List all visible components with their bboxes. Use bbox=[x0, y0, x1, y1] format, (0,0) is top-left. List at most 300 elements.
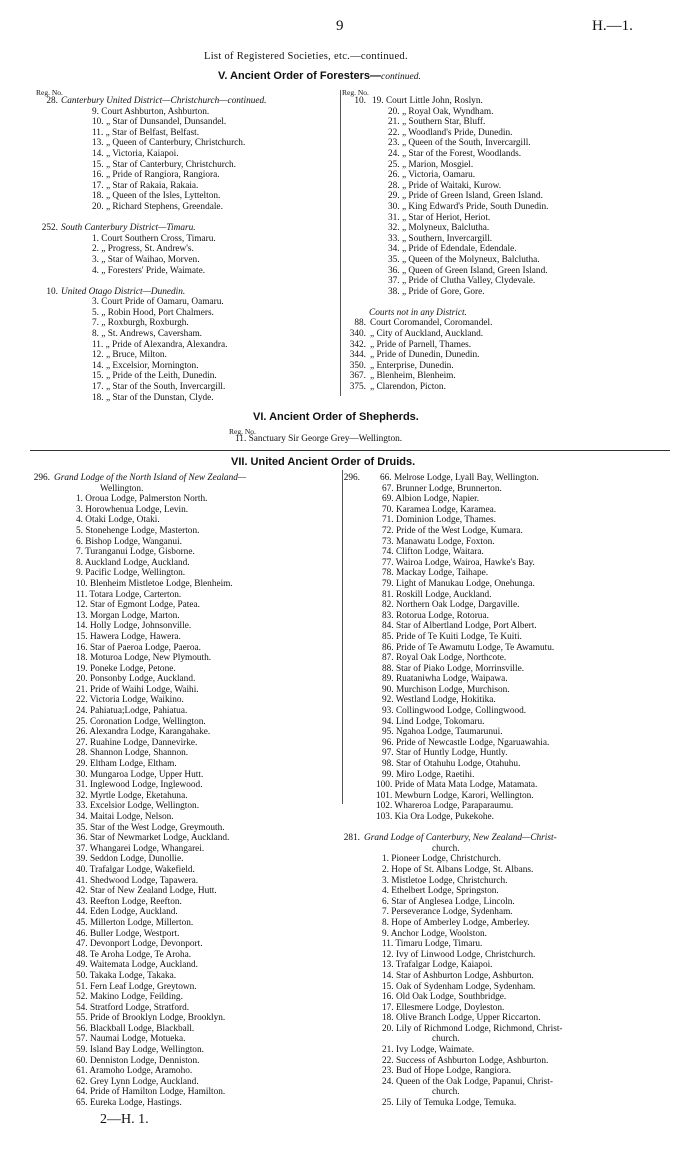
section-v-left-column bbox=[36, 96, 336, 403]
entry-text: 26. Alexandra Lodge, Karangahake. bbox=[76, 727, 211, 738]
entry-text: 33. „ Southern, Invercargill. bbox=[388, 233, 493, 244]
list-row bbox=[336, 854, 670, 865]
entry-text: 14. Star of Ashburton Lodge, Ashburton. bbox=[382, 970, 534, 981]
entry-text: 22. Success of Ashburton Lodge, Ashburton. bbox=[382, 1055, 549, 1066]
list-row bbox=[30, 854, 340, 865]
entry-text: Court Coromandel, Coromandel. bbox=[370, 318, 493, 329]
entry-text: 34. „ Pride of Edendale, Edendale. bbox=[388, 244, 517, 255]
list-row bbox=[36, 223, 336, 234]
list-row bbox=[342, 340, 672, 351]
entry-text: 99. Miro Lodge, Raetihi. bbox=[382, 769, 475, 780]
entry-text: 26. „ Victoria, Oamaru. bbox=[388, 170, 476, 181]
list-row bbox=[30, 801, 340, 812]
list-row bbox=[36, 318, 336, 329]
list-row bbox=[336, 727, 670, 738]
entry-text: 29. „ Pride of Green Island, Green Island. bbox=[388, 191, 543, 202]
entry-text: 60. Denniston Lodge, Denniston. bbox=[76, 1055, 200, 1066]
list-row bbox=[30, 1056, 340, 1067]
entry-text: 85. Pride of Te Kuiti Lodge, Te Kuiti. bbox=[382, 631, 522, 642]
entry-text: 96. Pride of Newcastle Lodge, Ngaruawahia. bbox=[382, 737, 550, 748]
entry-text: Grand Lodge of the North Island of New Zealand— bbox=[54, 473, 247, 483]
entry-text: 7. „ Roxburgh, Roxburgh. bbox=[92, 318, 189, 329]
list-row bbox=[30, 960, 340, 971]
list-row bbox=[336, 929, 670, 940]
reg-number: 342. bbox=[349, 339, 366, 350]
entry-text: 82. Northern Oak Lodge, Dargaville. bbox=[382, 600, 520, 611]
list-row bbox=[336, 568, 670, 579]
entry-text: 11. „ Pride of Alexandra, Alexandra. bbox=[92, 339, 228, 350]
entry-text: 29. Eltham Lodge, Eltham. bbox=[76, 759, 177, 770]
list-row bbox=[36, 266, 336, 277]
list-row bbox=[336, 505, 670, 516]
list-row bbox=[342, 276, 672, 287]
list-row bbox=[30, 929, 340, 940]
entry-text: 93. Collingwood Lodge, Collingwood. bbox=[382, 706, 527, 717]
entry-text: 31. Inglewood Lodge, Inglewood. bbox=[76, 780, 203, 791]
section-vii-left-column bbox=[30, 473, 340, 1109]
list-row bbox=[30, 727, 340, 738]
list-row bbox=[336, 685, 670, 696]
entry-text: 3. Court Pride of Oamaru, Oamaru. bbox=[92, 297, 224, 308]
list-row bbox=[36, 117, 336, 128]
list-row bbox=[30, 1077, 340, 1088]
list-row bbox=[30, 579, 340, 590]
list-row bbox=[36, 160, 336, 171]
entry-text: 4. Otaki Lodge, Otaki. bbox=[76, 515, 160, 526]
entry-text: 21. Pride of Waihi Lodge, Waihi. bbox=[76, 684, 199, 695]
list-row bbox=[336, 791, 670, 802]
list-row bbox=[342, 361, 672, 372]
list-row bbox=[36, 128, 336, 139]
list-row bbox=[342, 138, 672, 149]
list-row bbox=[336, 801, 670, 812]
entry-text: 87. Royal Oak Lodge, Northcote. bbox=[382, 653, 507, 664]
entry-text: 31. „ Star of Heriot, Heriot. bbox=[388, 212, 491, 223]
reg-number: 28. bbox=[46, 96, 58, 106]
entry-text: 51. Fern Leaf Lodge, Greytown. bbox=[76, 981, 197, 992]
entry-text: 44. Eden Lodge, Auckland. bbox=[76, 907, 178, 918]
entry-text: 69. Albion Lodge, Napier. bbox=[382, 494, 480, 505]
entry-text: 27. Ruahine Lodge, Dannevirke. bbox=[76, 737, 198, 748]
entry-text: 12. Ivy of Linwood Lodge, Christchurch. bbox=[382, 949, 536, 960]
entry-text: 8. Auckland Lodge, Auckland. bbox=[76, 557, 190, 568]
list-row bbox=[36, 329, 336, 340]
entry-text: 83. Rotorua Lodge, Rotorua. bbox=[382, 610, 489, 621]
entry-text: 1. Court Southern Cross, Timaru. bbox=[92, 233, 216, 244]
list-row bbox=[342, 149, 672, 160]
list-row bbox=[30, 685, 340, 696]
entry-text: 67. Brunner Lodge, Brunnerton. bbox=[382, 483, 502, 494]
list-row bbox=[30, 494, 340, 505]
list-row bbox=[30, 632, 340, 643]
page-number: 9 bbox=[336, 18, 344, 34]
entry-text: 15. Hawera Lodge, Hawera. bbox=[76, 631, 181, 642]
list-row bbox=[30, 812, 340, 823]
entry-text: 13. Morgan Lodge, Marton. bbox=[76, 610, 180, 621]
list-row bbox=[30, 621, 340, 632]
list-row bbox=[342, 255, 672, 266]
entry-text: „ Clarendon, Picton. bbox=[370, 382, 446, 393]
entry-text: 90. Murchison Lodge, Murchison. bbox=[382, 684, 510, 695]
entry-text: 50. Takaka Lodge, Takaka. bbox=[76, 970, 177, 981]
list-row bbox=[342, 350, 672, 361]
entry-text: 28. Shannon Lodge, Shannon. bbox=[76, 748, 189, 759]
list-row bbox=[36, 287, 336, 298]
entry-text: 55. Pride of Brooklyn Lodge, Brooklyn. bbox=[76, 1013, 226, 1024]
list-row bbox=[30, 770, 340, 781]
list-row bbox=[36, 149, 336, 160]
list-row bbox=[336, 865, 670, 876]
list-row bbox=[342, 266, 672, 277]
list-row bbox=[30, 473, 340, 484]
entry-text: 78. Mackay Lodge, Taihape. bbox=[382, 568, 489, 579]
list-row bbox=[30, 590, 340, 601]
list-row bbox=[30, 1024, 340, 1035]
list-row bbox=[36, 297, 336, 308]
entry-text: 12. Star of Egmont Lodge, Patea. bbox=[76, 600, 200, 611]
list-row bbox=[36, 244, 336, 255]
list-row bbox=[30, 558, 340, 569]
list-row bbox=[336, 632, 670, 643]
entry-text: 65. Eureka Lodge, Hastings. bbox=[76, 1098, 182, 1109]
entry-text: 40. Trafalgar Lodge, Wakefield. bbox=[76, 864, 195, 875]
list-row bbox=[336, 600, 670, 611]
list-row bbox=[342, 329, 672, 340]
list-row bbox=[336, 1034, 670, 1045]
entry-text: 3. Horowhenua Lodge, Levin. bbox=[76, 504, 189, 515]
entry-text: 9. Court Ashburton, Ashburton. bbox=[92, 106, 210, 117]
list-row bbox=[30, 611, 340, 622]
list-row bbox=[36, 191, 336, 202]
list-row bbox=[342, 318, 672, 329]
entry-text: 8. Hope of Amberley Lodge, Amberley. bbox=[382, 917, 530, 928]
list-row bbox=[30, 738, 340, 749]
list-row bbox=[336, 897, 670, 908]
entry-text: 2. „ Progress, St. Andrew's. bbox=[92, 244, 194, 255]
entry-text: 20. Lily of Richmond Lodge, Richmond, Christ- bbox=[382, 1023, 563, 1034]
entry-text: 22. „ Woodland's Pride, Dunedin. bbox=[388, 127, 513, 138]
list-row bbox=[36, 393, 336, 404]
blank-line bbox=[36, 213, 336, 224]
entry-text: 59. Island Bay Lodge, Wellington. bbox=[76, 1045, 204, 1056]
entry-text: 97. Star of Huntly Lodge, Huntly. bbox=[382, 748, 508, 759]
entry-text: „ Blenheim, Blenheim. bbox=[370, 371, 456, 382]
entry-text: 62. Grey Lynn Lodge, Auckland. bbox=[76, 1076, 199, 1087]
list-row bbox=[342, 382, 672, 393]
list-row bbox=[342, 170, 672, 181]
entry-text: 11. „ Star of Belfast, Belfast. bbox=[92, 127, 200, 138]
list-row bbox=[336, 706, 670, 717]
list-row bbox=[336, 886, 670, 897]
entry-text: 77. Wairoa Lodge, Wairoa, Hawke's Bay. bbox=[382, 557, 535, 568]
list-row bbox=[336, 695, 670, 706]
entry-text: 7. Perseverance Lodge, Sydenham. bbox=[382, 907, 513, 918]
entry-text: 9. Pacific Lodge, Wellington. bbox=[76, 568, 186, 579]
blank-line bbox=[336, 823, 670, 834]
reg-number: 296. bbox=[343, 473, 360, 483]
section-divider bbox=[30, 450, 670, 451]
list-row bbox=[336, 643, 670, 654]
list-row bbox=[336, 1024, 670, 1035]
list-row bbox=[30, 505, 340, 516]
entry-text: 54. Stratford Lodge, Stratford. bbox=[76, 1002, 190, 1013]
list-row bbox=[336, 611, 670, 622]
entry-text: 12. „ Bruce, Milton. bbox=[92, 350, 167, 361]
list-row bbox=[336, 918, 670, 929]
entry-text: 18. Olive Branch Lodge, Upper Riccarton. bbox=[382, 1013, 541, 1024]
list-row bbox=[36, 138, 336, 149]
list-row bbox=[342, 181, 672, 192]
reg-number: 252. bbox=[41, 223, 58, 234]
entry-text: 21. Ivy Lodge, Waimate. bbox=[382, 1045, 475, 1056]
list-row bbox=[30, 695, 340, 706]
entry-text: 17. „ Star of the South, Invercargill. bbox=[92, 382, 226, 393]
entry-text: 5. Stonehenge Lodge, Masterton. bbox=[76, 525, 200, 536]
entry-text: church. bbox=[432, 843, 460, 854]
list-row bbox=[36, 371, 336, 382]
reg-number: 296. bbox=[33, 473, 50, 483]
entry-text: 14. „ Victoria, Kaiapoi. bbox=[92, 148, 179, 159]
list-row bbox=[336, 759, 670, 770]
list-row bbox=[336, 1003, 670, 1014]
reg-number: 350. bbox=[349, 360, 366, 371]
entry-text: 103. Kia Ora Lodge, Pukekohe. bbox=[376, 812, 494, 822]
entry-text: 24. Queen of the Oak Lodge, Papanui, Christ- bbox=[382, 1076, 553, 1087]
entry-text: 25. Coronation Lodge, Wellington. bbox=[76, 716, 206, 727]
reg-number: 367. bbox=[349, 371, 366, 382]
entry-text: 20. Ponsonby Lodge, Auckland. bbox=[76, 674, 196, 685]
section-v-regno-label-right: Reg. No. bbox=[342, 88, 369, 97]
list-row bbox=[336, 484, 670, 495]
list-row bbox=[336, 674, 670, 685]
list-row bbox=[336, 950, 670, 961]
list-row bbox=[30, 484, 340, 495]
list-row bbox=[336, 844, 670, 855]
list-row bbox=[336, 960, 670, 971]
entry-text: 10. „ Star of Dunsandel, Dunsandel. bbox=[92, 117, 227, 128]
list-row bbox=[36, 181, 336, 192]
entry-text: 42. Star of New Zealand Lodge, Hutt. bbox=[76, 886, 217, 897]
entry-text: 25. „ Marion, Mosgiel. bbox=[388, 159, 474, 170]
entry-text: 15. „ Star of Canterbury, Christchurch. bbox=[92, 159, 236, 170]
entry-text: 15. Oak of Sydenham Lodge, Sydenham. bbox=[382, 981, 536, 992]
entry-text: 10. Blenheim Mistletoe Lodge, Blenheim. bbox=[76, 578, 233, 589]
list-row bbox=[336, 1077, 670, 1088]
entry-text: 43. Reefton Lodge, Reefton. bbox=[76, 896, 182, 907]
list-row bbox=[342, 202, 672, 213]
list-row bbox=[336, 717, 670, 728]
footer-signature: 2—H. 1. bbox=[100, 1112, 149, 1127]
entry-text: 49. Waitemata Lodge, Auckland. bbox=[76, 960, 198, 971]
entry-text: 84. Star of Albertland Lodge, Port Albert. bbox=[382, 621, 537, 632]
entry-text: 16. „ Pride of Rangiora, Rangiora. bbox=[92, 170, 220, 181]
entry-text: 98. Star of Otahuhu Lodge, Otahuhu. bbox=[382, 759, 521, 770]
entry-text: 79. Light of Manukau Lodge, Onehunga. bbox=[382, 578, 535, 589]
list-row bbox=[30, 1013, 340, 1024]
entry-text: 89. Ruataniwha Lodge, Waipawa. bbox=[382, 674, 508, 685]
entry-text: 66. Melrose Lodge, Lyall Bay, Wellington. bbox=[380, 473, 539, 483]
list-row bbox=[36, 170, 336, 181]
list-row bbox=[336, 579, 670, 590]
section-v-right-column bbox=[342, 96, 672, 393]
list-row bbox=[336, 494, 670, 505]
entry-text: 18. Moturoa Lodge, New Plymouth. bbox=[76, 653, 212, 664]
entry-text: 52. Makino Lodge, Feilding. bbox=[76, 992, 183, 1003]
list-row bbox=[342, 287, 672, 298]
entry-text: 15. „ Pride of the Leith, Dunedin. bbox=[92, 371, 217, 382]
entry-text: 13. „ Queen of Canterbury, Christchurch. bbox=[92, 138, 246, 149]
entry-text: 36. „ Queen of Green Island, Green Island. bbox=[388, 265, 548, 276]
entry-text: 94. Lind Lodge, Tokomaru. bbox=[382, 716, 485, 727]
entry-text: 20. „ Richard Stephens, Greendale. bbox=[92, 201, 223, 212]
entry-text: church. bbox=[432, 1087, 460, 1098]
list-row bbox=[336, 971, 670, 982]
entry-text: 28. „ Pride of Waitaki, Kurow. bbox=[388, 180, 502, 191]
list-row bbox=[30, 643, 340, 654]
entry-text: 92. Westland Lodge, Hokitika. bbox=[382, 695, 496, 706]
entry-text: 19. Poneke Lodge, Petone. bbox=[76, 663, 176, 674]
list-row bbox=[336, 992, 670, 1003]
list-row bbox=[336, 833, 670, 844]
entry-text: 35. Star of the West Lodge, Greymouth. bbox=[76, 822, 225, 833]
entry-text: 9. Anchor Lodge, Woolston. bbox=[382, 928, 487, 939]
entry-text: 70. Karamea Lodge, Karamea. bbox=[382, 504, 497, 515]
entry-text: 38. „ Pride of Gore, Gore. bbox=[388, 286, 485, 297]
list-row bbox=[36, 361, 336, 372]
section-vi-regno-label: Reg. No. bbox=[229, 427, 256, 436]
entry-text: 37. Whangarei Lodge, Whangarei. bbox=[76, 843, 205, 854]
list-row bbox=[342, 128, 672, 139]
entry-text: 6. Bishop Lodge, Wanganui. bbox=[76, 536, 182, 547]
entry-text: 72. Pride of the West Lodge, Kumara. bbox=[382, 525, 523, 536]
reg-number: 344. bbox=[349, 350, 366, 361]
entry-text: 16. Old Oak Lodge, Southbridge. bbox=[382, 992, 507, 1003]
list-row bbox=[336, 812, 670, 823]
entry-text: 48. Te Aroha Lodge, Te Aroha. bbox=[76, 949, 192, 960]
list-row bbox=[336, 748, 670, 759]
entry-text: 6. Star of Anglesea Lodge, Lincoln. bbox=[382, 896, 515, 907]
entry-text: 39. Seddon Lodge, Dunollie. bbox=[76, 854, 184, 865]
section-vi-heading: VI. Ancient Order of Shepherds. bbox=[253, 411, 419, 423]
entry-text: 23. Bud of Hope Lodge, Rangiora. bbox=[382, 1066, 512, 1077]
list-row bbox=[30, 748, 340, 759]
page-title: List of Registered Societies, etc.—continued. bbox=[204, 51, 408, 62]
entry-text: 36. Star of Newmarket Lodge, Auckland. bbox=[76, 833, 230, 844]
list-row bbox=[30, 653, 340, 664]
entry-text: 3. „ Star of Waihao, Morven. bbox=[92, 254, 200, 265]
list-row bbox=[30, 537, 340, 548]
entry-text: 71. Dominion Lodge, Thames. bbox=[382, 515, 496, 526]
list-row bbox=[30, 717, 340, 728]
list-row bbox=[342, 117, 672, 128]
list-row bbox=[30, 865, 340, 876]
entry-text: „ Pride of Dunedin, Dunedin. bbox=[370, 350, 480, 361]
list-row bbox=[36, 234, 336, 245]
list-row bbox=[36, 202, 336, 213]
list-row bbox=[36, 107, 336, 118]
entry-text: 64. Pride of Hamilton Lodge, Hamilton. bbox=[76, 1087, 226, 1098]
list-row bbox=[30, 992, 340, 1003]
list-row bbox=[30, 982, 340, 993]
entry-text: 24. „ Star of the Forest, Woodlands. bbox=[388, 148, 522, 159]
entry-text: 17. „ Star of Rakaia, Rakaia. bbox=[92, 180, 199, 191]
entry-text: 18. „ Queen of the Isles, Lyttelton. bbox=[92, 191, 221, 202]
list-row bbox=[30, 833, 340, 844]
list-row bbox=[30, 823, 340, 834]
list-row bbox=[342, 223, 672, 234]
entry-text: 11. Timaru Lodge, Timaru. bbox=[382, 939, 483, 950]
entry-text: 57. Naumai Lodge, Motueka. bbox=[76, 1034, 186, 1045]
entry-text: „ Enterprise, Dunedin. bbox=[370, 360, 454, 371]
reg-number: 340. bbox=[349, 329, 366, 340]
blank-line bbox=[342, 297, 672, 308]
entry-text: „ City of Auckland, Auckland. bbox=[370, 329, 484, 340]
list-row bbox=[336, 590, 670, 601]
entry-text: 23. „ Queen of the South, Invercargill. bbox=[388, 138, 531, 149]
entry-text: 13. Trafalgar Lodge, Kaiapoi. bbox=[382, 960, 493, 971]
list-row bbox=[30, 706, 340, 717]
reg-number: 281. bbox=[343, 833, 360, 844]
section-vii-heading: VII. United Ancient Order of Druids. bbox=[231, 456, 416, 468]
entry-text: 19. Court Little John, Roslyn. bbox=[372, 96, 483, 106]
entry-text: 4. „ Foresters' Pride, Waimate. bbox=[92, 265, 206, 276]
list-row bbox=[30, 547, 340, 558]
entry-text: 4. Ethelbert Lodge, Springston. bbox=[382, 886, 499, 897]
list-row bbox=[336, 558, 670, 569]
entry-text: 17. Ellesmere Lodge, Doyleston. bbox=[382, 1002, 505, 1013]
list-row bbox=[342, 234, 672, 245]
list-row bbox=[336, 907, 670, 918]
list-row bbox=[336, 515, 670, 526]
list-row bbox=[342, 308, 672, 319]
list-row bbox=[336, 1013, 670, 1024]
entry-text: 21. „ Southern Star, Bluff. bbox=[388, 117, 486, 128]
entry-text: 14. „ Excelsior, Mornington. bbox=[92, 360, 199, 371]
list-row bbox=[336, 1066, 670, 1077]
list-row bbox=[336, 621, 670, 632]
list-row bbox=[30, 844, 340, 855]
list-row bbox=[30, 600, 340, 611]
list-row bbox=[30, 897, 340, 908]
list-row bbox=[336, 526, 670, 537]
entry-text: 41. Shedwood Lodge, Tapawera. bbox=[76, 875, 199, 886]
list-row bbox=[336, 473, 670, 484]
entry-text: 30. Mungaroa Lodge, Upper Hutt. bbox=[76, 769, 204, 780]
reg-number: 10. bbox=[46, 286, 58, 297]
entry-text: 20. „ Royal Oak, Wyndham. bbox=[388, 106, 494, 117]
entry-text: 34. Maitai Lodge, Nelson. bbox=[76, 812, 174, 822]
list-row bbox=[36, 350, 336, 361]
entry-text: 47. Devonport Lodge, Devonport. bbox=[76, 939, 203, 950]
list-row bbox=[36, 340, 336, 351]
entry-text: 32. Myrtle Lodge, Eketahuna. bbox=[76, 790, 188, 801]
list-row bbox=[30, 1098, 340, 1109]
list-row bbox=[342, 96, 672, 107]
list-row bbox=[30, 907, 340, 918]
entry-text: 14. Holly Lodge, Johnsonville. bbox=[76, 621, 192, 632]
entry-text: 1. Pioneer Lodge, Christchurch. bbox=[382, 854, 501, 865]
list-row bbox=[30, 759, 340, 770]
list-row bbox=[336, 1045, 670, 1056]
section-vi-entry: 11. Sanctuary Sir George Grey—Wellington. bbox=[235, 434, 403, 444]
entry-text: 102. Whareroa Lodge, Paraparaumu. bbox=[376, 801, 514, 812]
list-row bbox=[30, 918, 340, 929]
entry-text: Grand Lodge of Canterbury, New Zealand—Christ- bbox=[364, 833, 557, 844]
entry-text: church. bbox=[432, 1034, 460, 1045]
entry-text: „ Pride of Parnell, Thames. bbox=[370, 339, 472, 350]
list-row bbox=[342, 160, 672, 171]
list-row bbox=[30, 939, 340, 950]
